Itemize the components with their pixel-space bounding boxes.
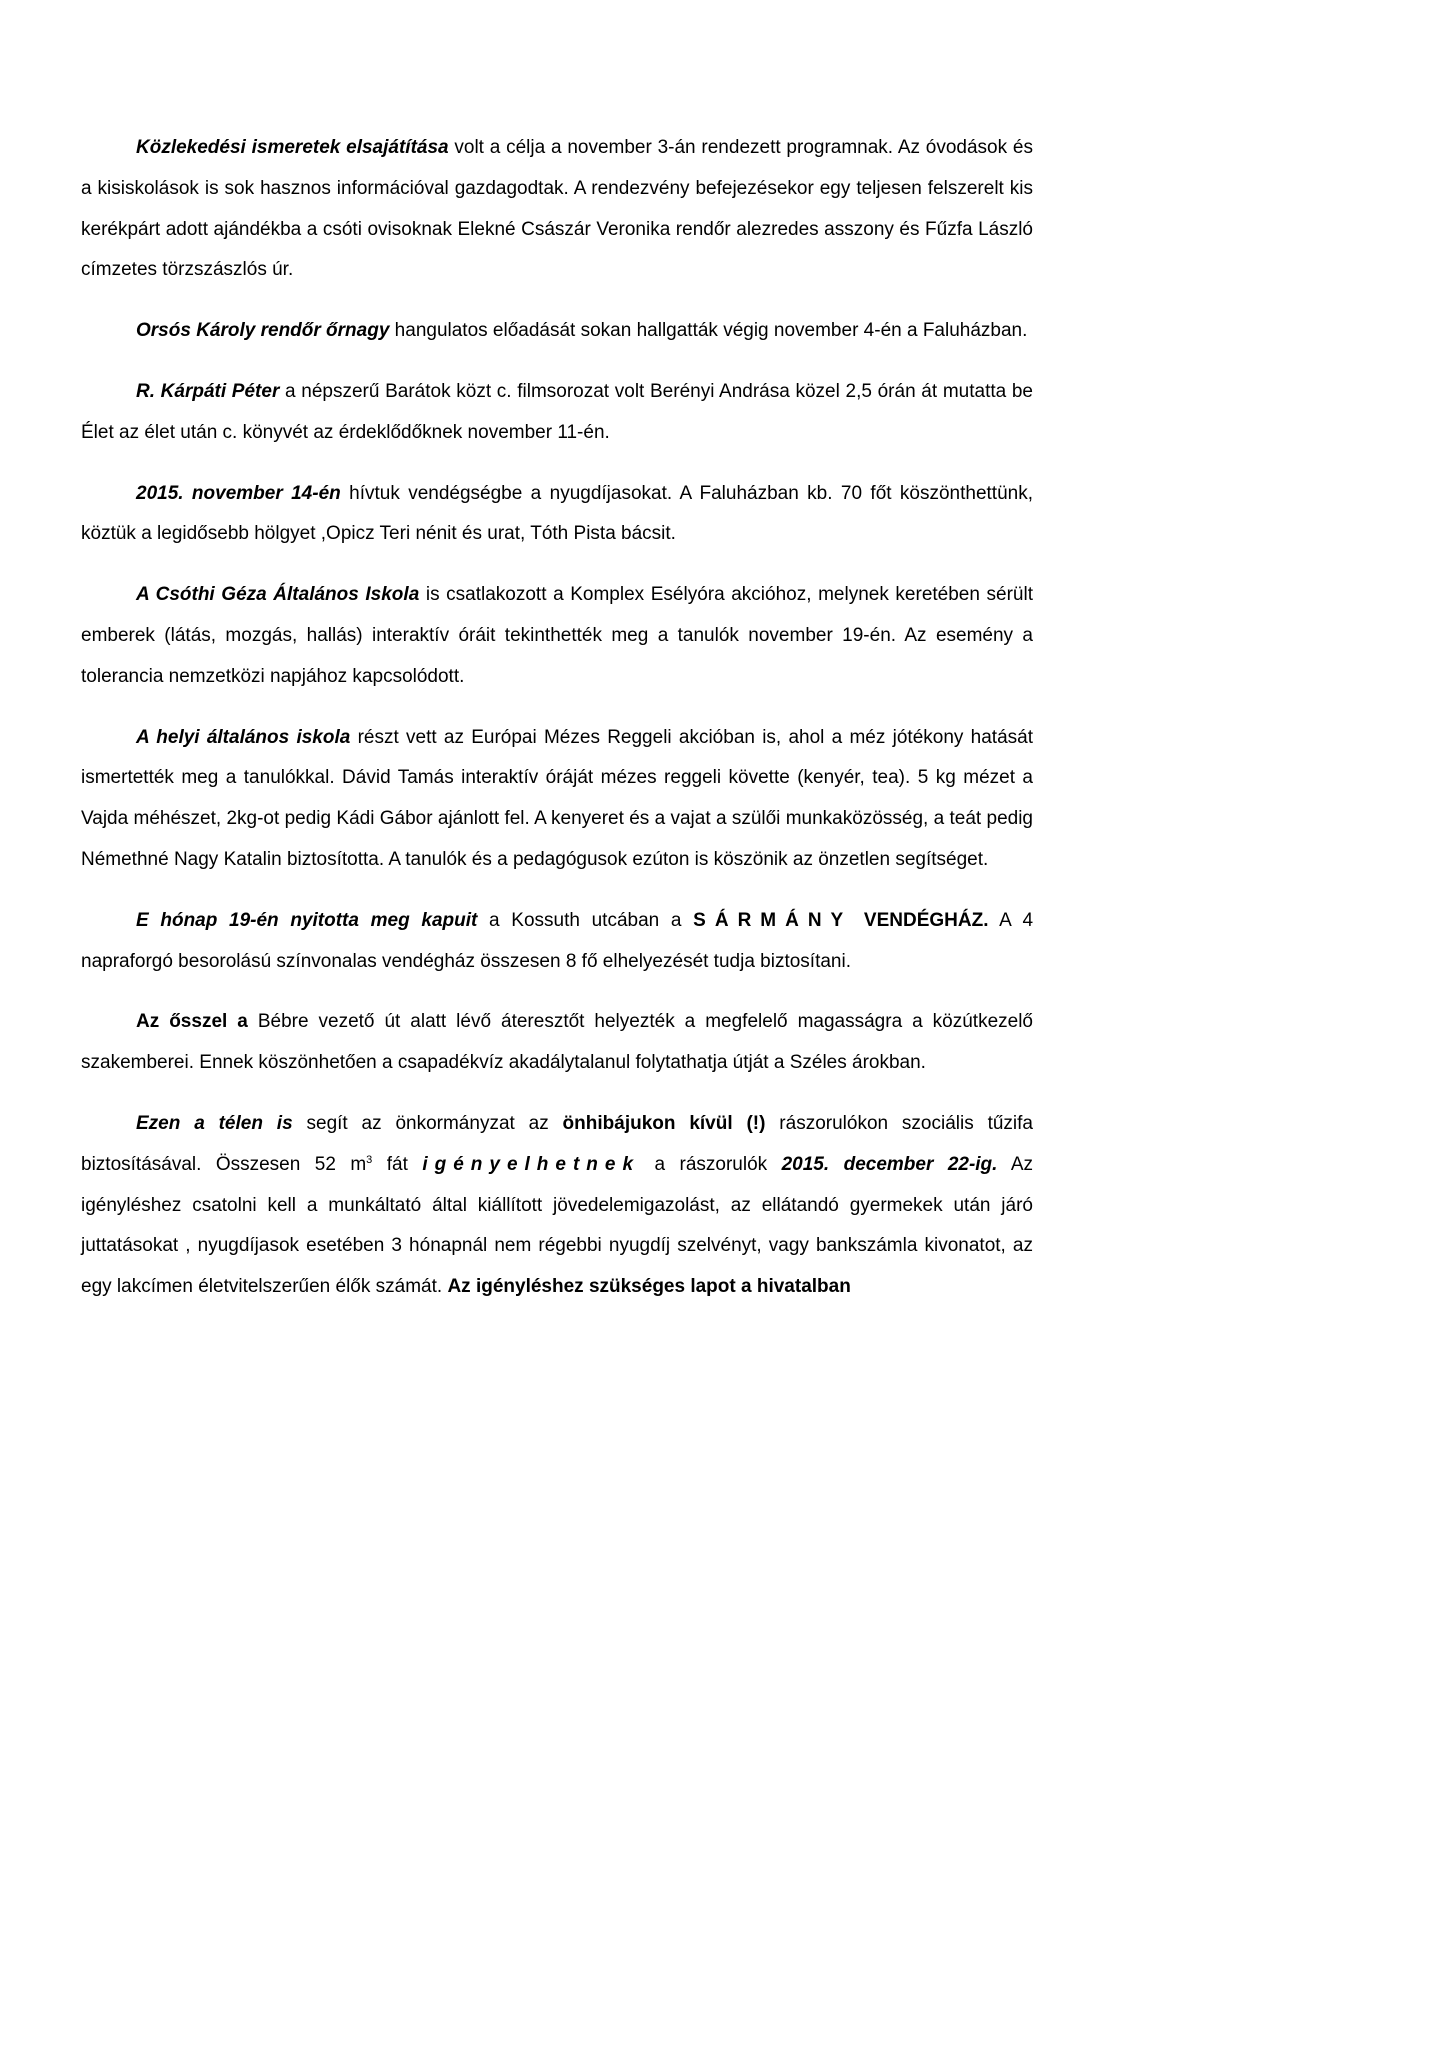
emphasis-text: igényelhetnek (422, 1153, 641, 1175)
emphasis-text: önhibájukon kívül (!) (562, 1112, 766, 1134)
emphasis-text: Közlekedési ismeretek elsajátítása (136, 137, 449, 158)
paragraph-karpati (81, 372, 1033, 454)
paragraph-tuzifa (81, 1104, 1033, 1308)
emphasis-text: R. Kárpáti Péter (136, 380, 280, 402)
body-text: A 4 napraforgó besorolású színvonalas vendégház összesen 8 fő elhelyezését tudja biztosítani. (81, 909, 1034, 972)
paragraph-osszel (81, 1002, 1033, 1084)
paragraph-mezes (81, 718, 1033, 881)
body-text: Az igényléshez csatolni kell a munkáltató által kiállított jövedelemigazolást, az ellátandó gyermekek után járó juttatásokat , nyugdíjasok esetében 3 hónapnál nem régebbi nyugdíj szelvényt, vagy bankszámla kivonatot, az egy lakcímen életvitelszerűen élők számát. (81, 1153, 1034, 1298)
body-text: részt vett az Európai Mézes Reggeli akcióban is, ahol a méz jótékony hatását ismertették meg a tanulókkal. Dávid Tamás interaktív óráját mézes reggeli követte (kenyér, tea). 5 kg mézet a Vajda méhészet, 2kg-ot pedig Kádi Gábor ajánlott fel. A kenyeret és a vajat a szülői munkaközösség, a teát pedig Némethné Nagy Katalin biztosította. A tanulók és a pedagógusok ezúton is köszönik az önzetlen segítséget. (81, 726, 1033, 870)
body-text: a Kossuth utcában a (477, 909, 694, 931)
body-text: a rászorulók (640, 1153, 782, 1175)
paragraph-csothi (81, 575, 1033, 697)
emphasis-text: 2015. december 22-ig. (781, 1153, 998, 1175)
body-text: Bébre vezető út alatt lévő áteresztőt helyezték a megfelelő magasságra a közútkezelő szakemberei. Ennek köszönhetően a csapadékvíz akadálytalanul folytathatja útját a Széles árokban. (81, 1011, 1033, 1074)
body-text: rászorulókon szociális tűzifa biztosításával. Összesen 52 m (81, 1112, 1033, 1175)
body-text: is csatlakozott a Komplex Esélyóra akcióhoz, melynek keretében sérült emberek (látás, mozgás, hallás) interaktív óráit tekinthették meg a tanulók november 19-én. Az esemény a tolerancia nemzetközi napjához kapcsolódott. (81, 584, 1033, 687)
body-text: segít az önkormányzat az (292, 1112, 563, 1134)
emphasis-text: SÁRMÁNY (693, 909, 853, 931)
body-text: fát (372, 1153, 423, 1175)
emphasis-text: Az ősszel a (136, 1011, 248, 1033)
emphasis-text: Az igényléshez szükséges lapot a hivatalban (447, 1276, 851, 1298)
paragraph-orsos (81, 311, 1033, 352)
emphasis-text: 3 (366, 1153, 373, 1166)
body-text (852, 910, 864, 931)
emphasis-text: VENDÉGHÁZ. (863, 909, 989, 931)
paragraph-kozlekedesi (81, 128, 1033, 291)
emphasis-text: E hónap 19-én nyitotta meg kapuit (136, 909, 478, 931)
document-body (81, 128, 1033, 1328)
body-text: hangulatos előadását sokan hallgatták végig november 4-én a Faluházban. (389, 320, 1028, 342)
emphasis-text: 2015. november 14-én (136, 482, 341, 504)
body-text: hívtuk vendégségbe a nyugdíjasokat. A Faluházban kb. 70 főt köszönthettünk, köztük a legidősebb hölgyet ,Opicz Teri nénit és urat, Tóth Pista bácsit. (81, 482, 1033, 545)
emphasis-text: Orsós Károly rendőr őrnagy (136, 320, 390, 342)
emphasis-text: A helyi általános iskola (136, 726, 351, 748)
paragraph-sarmany (81, 901, 1033, 983)
paragraph-nyugdijasok (81, 474, 1033, 556)
emphasis-text: Ezen a télen is (136, 1112, 293, 1134)
body-text: volt a célja a november 3-án rendezett programnak. Az óvodások és a kisiskolások is sok hasznos információval gazdagodtak. A rendezvény befejezésekor egy teljesen felszerelt kis kerékpárt adott ajándékba a csóti ovisoknak Elekné Császár Veronika rendőr alezredes asszony és Fűzfa László címzetes törzszászlós úr. (81, 137, 1033, 281)
body-text: a népszerű Barátok közt c. filmsorozat volt Berényi Andrása közel 2,5 órán át mutatta be Élet az élet után c. könyvét az érdeklődőknek november 11-én. (81, 380, 1034, 443)
emphasis-text: A Csóthi Géza Általános Iskola (136, 584, 420, 606)
